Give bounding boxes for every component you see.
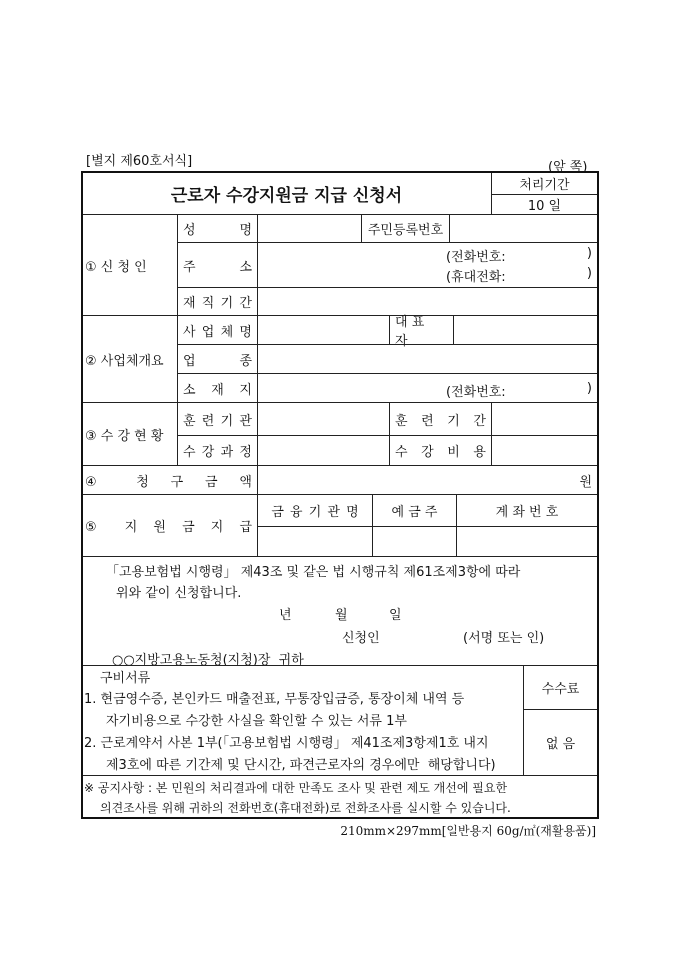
account-field[interactable] (456, 526, 598, 557)
document-item-1: 1. 현금영수증, 본인카드 매출전표, 무통장입금증, 통장이체 내역 등 (84, 692, 465, 707)
rrn-label: 주민등록번호 (361, 214, 450, 243)
bank-label: 금 융 기 관 명 (257, 494, 373, 527)
fee-label: 수수료 (523, 665, 598, 710)
phone-label: (전화번호: (446, 385, 506, 400)
label-text: ④ 청 구 금 액 (85, 474, 252, 490)
address-field[interactable] (257, 242, 598, 288)
company-label (177, 315, 258, 345)
payment-label (81, 494, 258, 557)
page-side: (앞 쪽) (548, 160, 588, 175)
company-field[interactable] (257, 315, 390, 345)
fee-value: 없 음 (523, 709, 598, 776)
document-item-2: 2. 근로계약서 사본 1부(「고용보험법 시행령」 제41조제3항제1호 내지 (84, 736, 489, 751)
section-applicant: ① 신 청 인 (81, 214, 178, 316)
signature-label[interactable]: (서명 또는 인) (463, 631, 545, 646)
ceo-field[interactable] (453, 315, 598, 345)
required-documents (81, 665, 524, 776)
label-text: 대 표 자 (395, 315, 425, 349)
mobile-label: (휴대전화: (446, 270, 506, 285)
processing-value: 10 일 (491, 194, 598, 215)
course-field[interactable] (257, 435, 390, 466)
notice-line2: 의견조사를 위해 귀하의 전화번호(휴대전화)로 전화조사를 실시할 수 있습니다. (100, 801, 511, 815)
label-text: 수 강 과 정 (183, 445, 252, 460)
label-text: 수 강 비 용 (395, 445, 486, 460)
year-label: 년 (279, 608, 292, 623)
paper-spec: 210mm×297mm[일반용지 60g/㎡(재활용품)] (340, 824, 596, 838)
ceo-label (389, 315, 454, 349)
label-text: 재 직 기 간 (183, 296, 252, 311)
claim-label (81, 465, 258, 495)
documents-title: 구비서류 (100, 671, 151, 686)
name-label (177, 214, 258, 243)
institution-label (177, 402, 258, 436)
form-title: 근로자 수강지원금 지급 신청서 (81, 171, 492, 215)
label-text: 주 소 (183, 259, 252, 275)
declaration-box (81, 556, 598, 666)
label-text: 업 종 (183, 353, 252, 369)
rrn-field[interactable] (449, 214, 598, 243)
label-text: 성 명 (183, 223, 252, 238)
name-field[interactable] (257, 214, 362, 243)
institution-field[interactable] (257, 402, 390, 436)
phone-label: (전화번호: (446, 250, 506, 265)
declaration-line2: 위와 같이 신청합니다. (116, 586, 242, 601)
label-text: ⑤ 지 원 금 지 급 (85, 520, 252, 535)
processing-label: 처리기간 (491, 171, 598, 195)
address-label (177, 242, 258, 288)
notice-line1: ※ 공지사항 : 본 민원의 처리결과에 대한 만족도 조사 및 관련 제도 개선에 필요한 (84, 781, 508, 795)
recipient: ○○지방고용노동청(지청)장 귀하 (112, 653, 304, 668)
period-label (389, 402, 492, 436)
bank-field[interactable] (257, 526, 373, 557)
cost-label (389, 435, 492, 466)
declaration-line1: 「고용보험법 시행령」 제43조 및 같은 법 시행규칙 제61조제3항에 따라 (106, 565, 521, 580)
employment-label (177, 287, 258, 316)
form-number: [별지 제60호서식] (86, 154, 193, 169)
location-field[interactable] (257, 373, 598, 403)
paren: ) (586, 246, 592, 261)
section-course: ③ 수 강 현 황 (81, 402, 178, 466)
holder-label: 예 금 주 (372, 494, 457, 527)
month-label: 월 (335, 608, 348, 623)
label-text: 소 재 지 (183, 382, 252, 398)
notice-box (81, 775, 598, 818)
holder-field[interactable] (372, 526, 457, 557)
document-item-1-cont: 자기비용으로 수강한 사실을 확인할 수 있는 서류 1부 (106, 714, 407, 729)
industry-label (177, 344, 258, 374)
claim-field[interactable] (257, 465, 598, 495)
cost-field[interactable] (491, 435, 598, 466)
course-label (177, 435, 258, 466)
account-label: 계 좌 번 호 (456, 494, 598, 527)
applicant-label: 신청인 (342, 631, 380, 646)
paren: ) (586, 266, 592, 281)
label-text: 훈 련 기 관 (183, 413, 252, 429)
day-label: 일 (389, 608, 402, 623)
period-field[interactable] (491, 402, 598, 436)
won-unit: 원 (579, 474, 592, 490)
document-item-2-cont: 제3호에 따른 기간제 및 단시간, 파견근로자의 경우에만 해당합니다) (106, 758, 496, 773)
paren: ) (586, 381, 592, 396)
section-company: ② 사업체개요 (81, 315, 178, 403)
label-text: 사 업 체 명 (183, 324, 252, 340)
industry-field[interactable] (257, 344, 598, 374)
location-label (177, 373, 258, 403)
label-text: 훈 련 기 간 (395, 413, 486, 429)
